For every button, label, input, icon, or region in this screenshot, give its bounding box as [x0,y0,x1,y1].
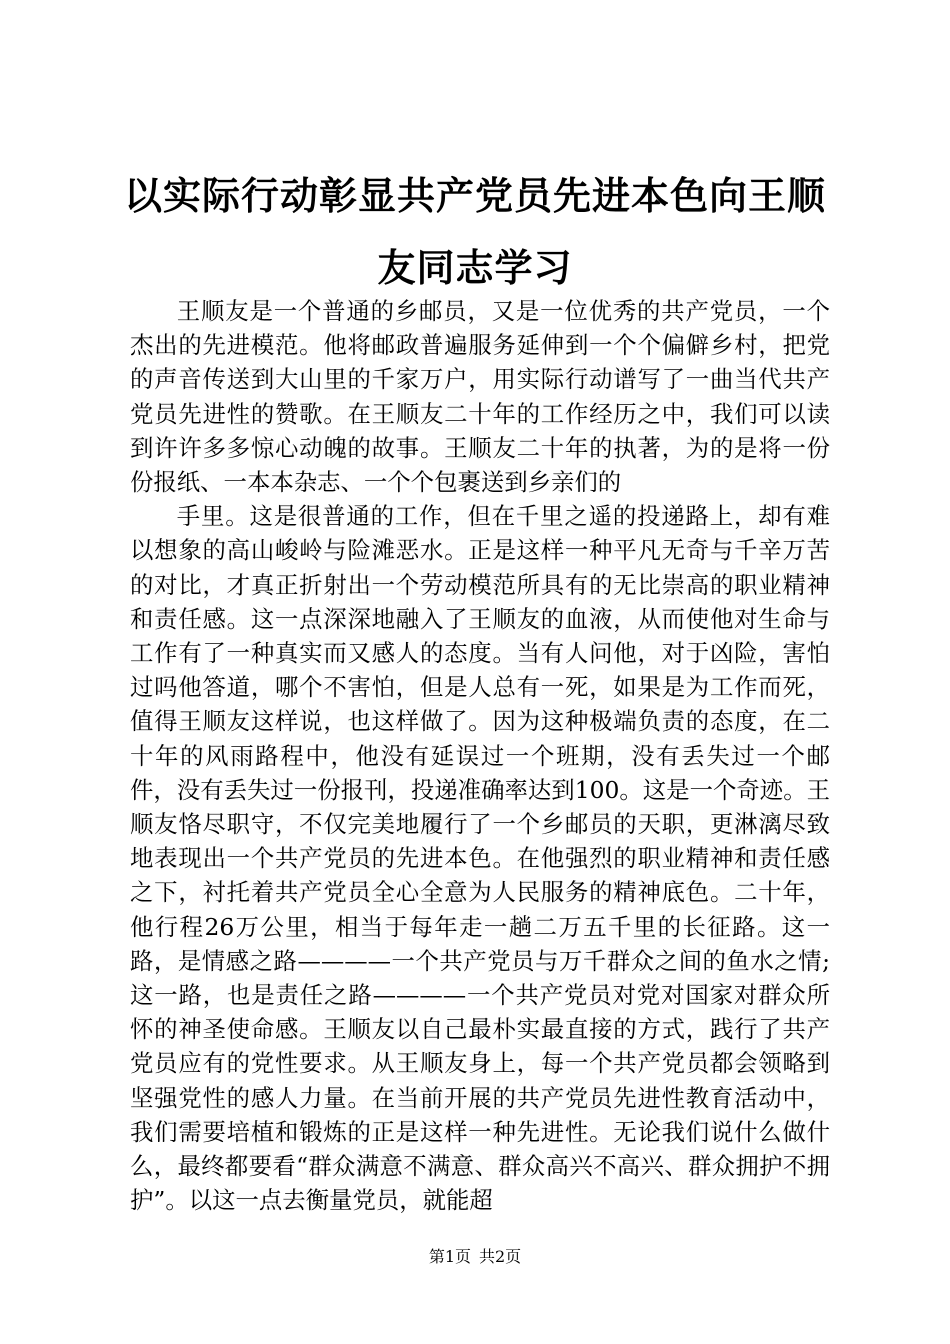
document-title: 以实际行动彰显共产党员先进本色向王顺友同志学习 [123,173,826,290]
document-body [130,294,830,1217]
paragraph-1: 王顺友是一个普通的乡邮员，又是一位优秀的共产党员，一个杰出的先进模范。他将邮政普遍服务延伸到一个个偏僻乡村，把党的声音传送到大山里的千家万户，用实际行动谱写了一曲当代共产党员先进性的赞歌。在王顺友二十年的工作经历之中，我们可以读到许许多多惊心动魄的故事。王顺友二十年的执著，为的是将一份份报纸、一本本杂志、一个个包裹送到乡亲们的 [130,297,830,497]
page-footer [0,1244,950,1267]
paragraph-2: 手里。这是很普通的工作，但在千里之遥的投递路上，却有难以想象的高山峻岭与险滩恶水。正是这样一种平凡无奇与千辛万苦的对比，才真正折射出一个劳动模范所具有的无比崇高的职业精神和责任感。这一点深深地融入了王顺友的血液，从而使他对生命与工作有了一种真实而又感人的态度。当有人问他，对于凶险，害怕过吗他答道，哪个不害怕，但是人总有一死，如果是为工作而死，值得王顺友这样说，也这样做了。因为这种极端负责的态度，在二十年的风雨路程中，他没有延误过一个班期，没有丢失过一个邮件，没有丢失过一份报刊，投递准确率达到100。这是一个奇迹。王顺友恪尽职守，不仅完美地履行了一个乡邮员的天职，更淋漓尽致地表现出一个共产党员的先进本色。在他强烈的职业精神和责任感之下，衬托着共产党员全心全意为人民服务的精神底色。二十年，他行程26万公里，相当于每年走一趟二万五千里的长征路。这一路，是情感之路————一个共产党员与万千群众之间的鱼水之情;这一路，也是责任之路————一个共产党员对党对国家对群众所怀的神圣使命感。王顺友以自己最朴实最直接的方式，践行了共产党员应有的党性要求。从王顺友身上，每一个共产党员都会领略到坚强党性的感人力量。在当前开展的共产党员先进性教育活动中，我们需要培植和锻炼的正是这样一种先进性。无论我们说什么做什么，最终都要看“群众满意不满意、群众高兴不高兴、群众拥护不拥护”。以这一点去衡量党员，就能超 [130,502,830,1215]
page-number: 第1页 [428,1247,471,1266]
page-total: 共2页 [479,1247,522,1266]
